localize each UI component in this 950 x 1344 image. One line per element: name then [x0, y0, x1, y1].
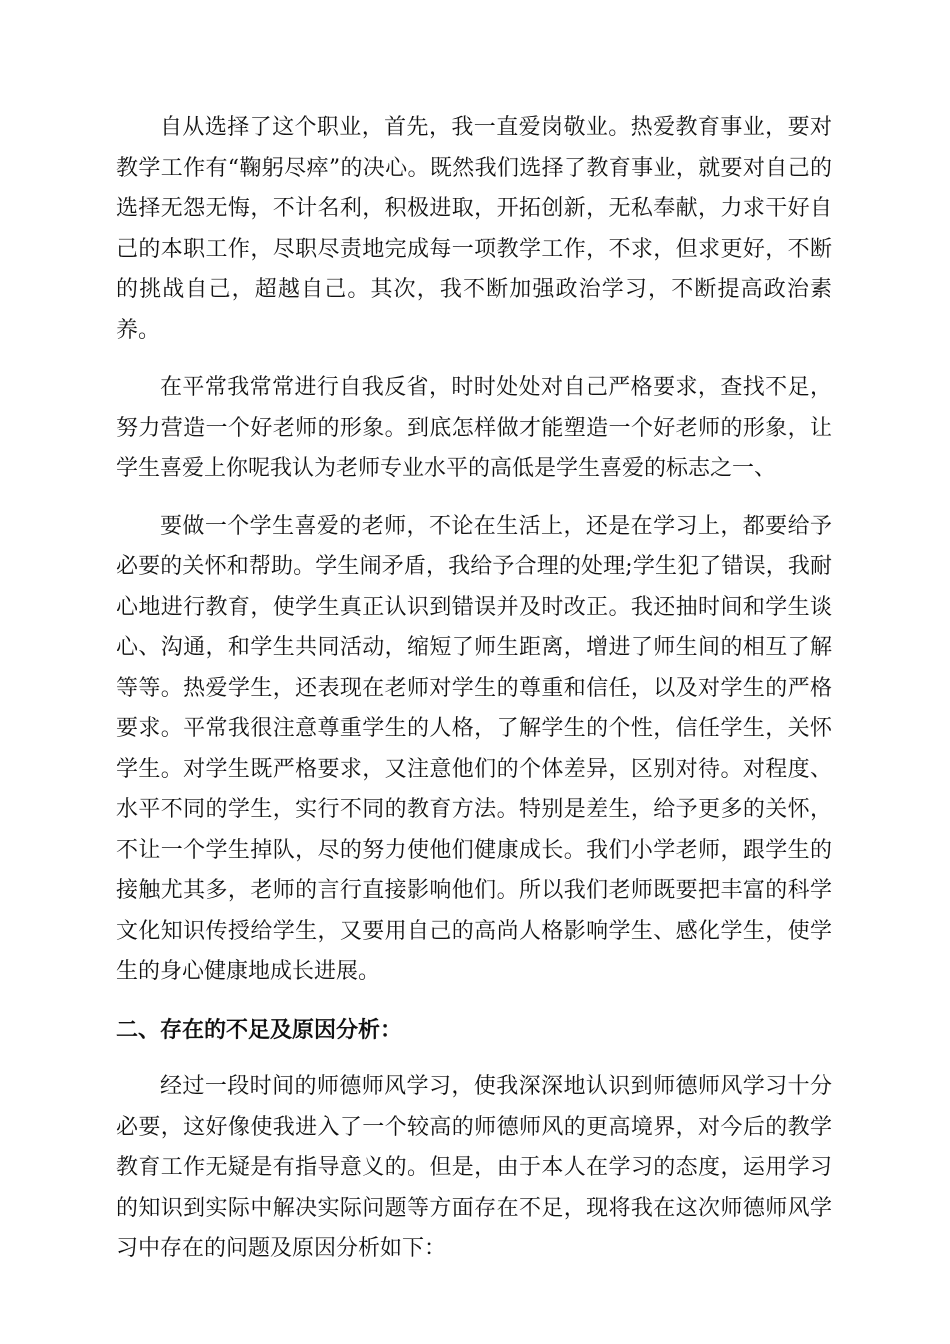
- paragraph-self-reflection: 在平常我常常进行自我反省，时时处处对自己严格要求，查找不足，努力营造一个好老师的形象。到底怎样做才能塑造一个好老师的形象，让学生喜爱上你呢我认为老师专业水平的高低是学生喜爱的标志之一、: [116, 375, 832, 481]
- paragraph-career-dedication: 自从选择了这个职业，首先，我一直爱岗敬业。热爱教育事业，要对教学工作有“鞠躬尽瘁”的决心。既然我们选择了教育事业，就要对自己的选择无怨无悔，不计名利，积极进取，开拓创新，无私奉献，力求干好自己的本职工作，尽职尽责地完成每一项教学工作，不求，但求更好，不断的挑战自己，超越自己。其次，我不断加强政治学习，不断提高政治素养。: [116, 115, 832, 343]
- document-body: [116, 108, 832, 1287]
- section-heading: 二、存在的不足及原因分析：: [116, 1016, 403, 1043]
- paragraph-study-analysis: 经过一段时间的师德师风学习，使我深深地认识到师德师风学习十分必要，这好像使我进入了一个较高的师德师风的更高境界，对今后的教学教育工作无疑是有指导意义的。但是，由于本人在学习的态度，运用学习的知识到实际中解决实际问题等方面存在不足，现将我在这次师德师风学习中存在的问题及原因分析如下：: [116, 1074, 832, 1261]
- paragraph-caring-for-students: 要做一个学生喜爱的老师，不论在生活上，还是在学习上，都要给予必要的关怀和帮助。学生闹矛盾，我给予合理的处理;学生犯了错误，我耐心地进行教育，使学生真正认识到错误并及时改正。我还抽时间和学生谈心、沟通，和学生共同活动，缩短了师生距离，增进了师生间的相互了解等等。热爱学生，还表现在老师对学生的尊重和信任，以及对学生的严格要求。平常我很注意尊重学生的人格，了解学生的个性，信任学生，关怀学生。对学生既严格要求，又注意他们的个体差异，区别对待。对程度、水平不同的学生，实行不同的教育方法。特别是差生，给予更多的关怀，不让一个学生掉队，尽的努力使他们健康成长。我们小学老师，跟学生的接触尤其多，老师的言行直接影响他们。所以我们老师既要把丰富的科学文化知识传授给学生，又要用自己的高尚人格影响学生、感化学生，使学生的身心健康地成长进展。: [116, 513, 832, 984]
